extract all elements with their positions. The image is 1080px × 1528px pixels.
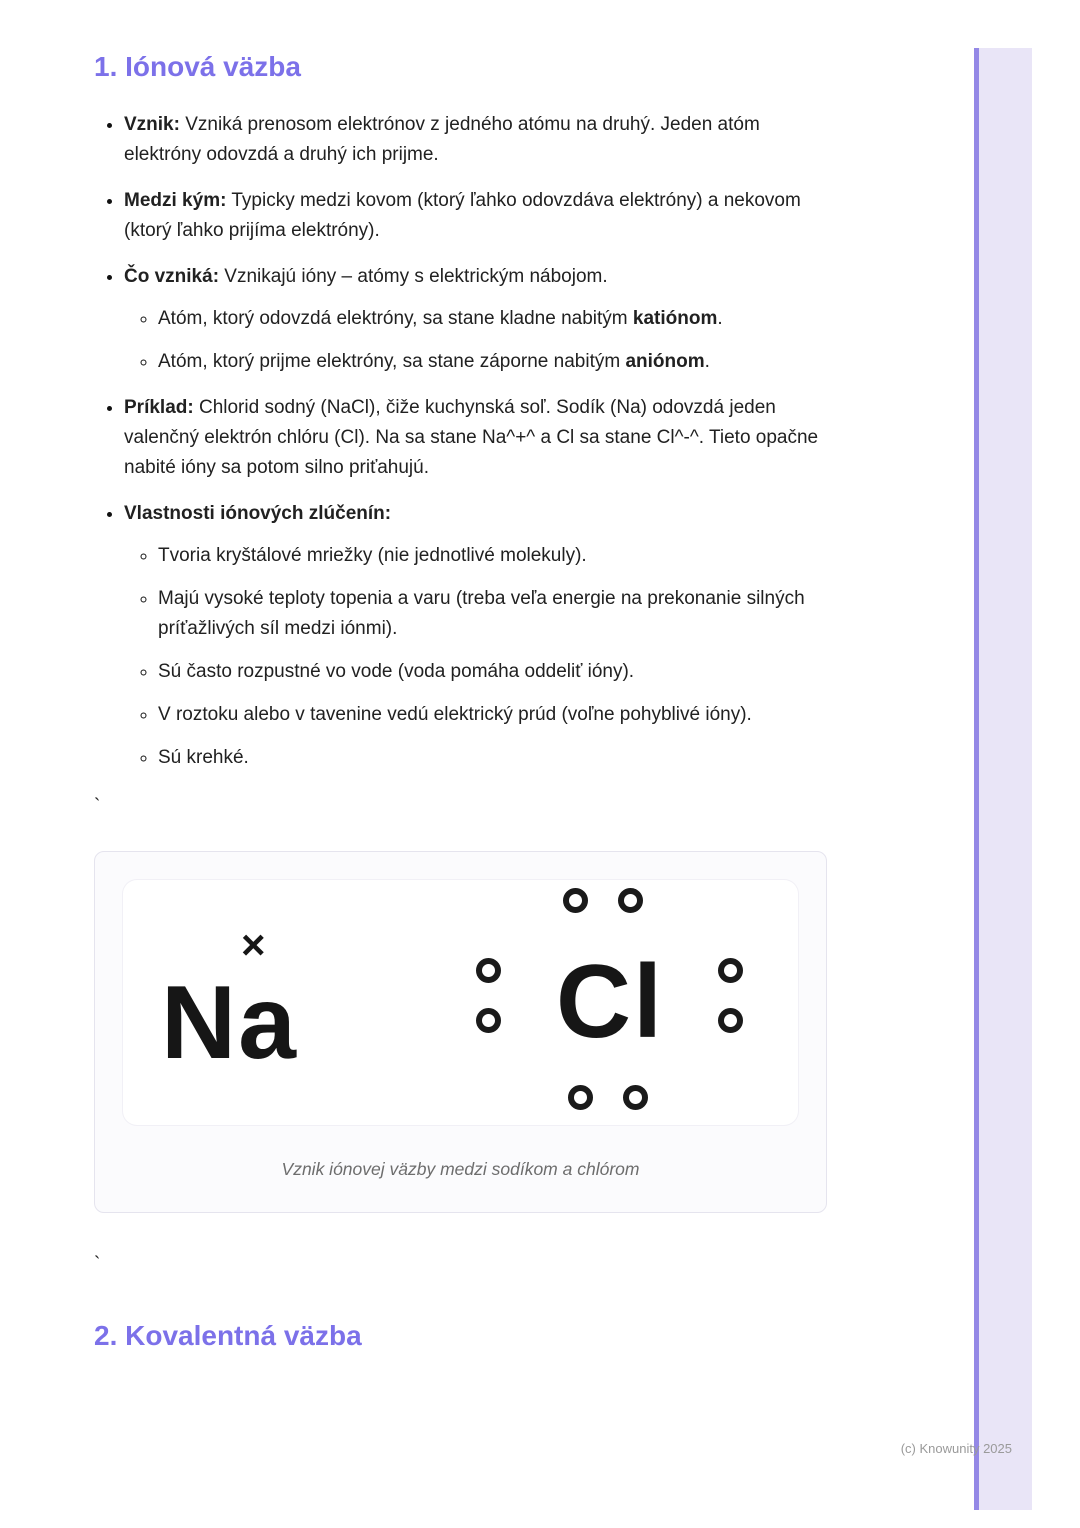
stray-backtick: ` <box>94 795 101 817</box>
sub-text: Tvoria kryštálové mriežky (nie jednotlivé molekuly). <box>158 544 587 566</box>
sub-text: Sú často rozpustné vo vode (voda pomáha oddeliť ióny). <box>158 660 635 682</box>
sub-text-post: . <box>704 350 710 372</box>
page-content <box>94 50 839 1378</box>
sub-text: Atóm, ktorý odovzdá elektróny, sa stane kladne nabitým <box>158 307 633 329</box>
sub-list-properties <box>124 541 839 773</box>
section-heading-covalent: 2. Kovalentná väzba <box>94 1319 362 1351</box>
sub-list-item-kation <box>158 304 839 334</box>
bullet-lead: Vznik: <box>124 113 180 135</box>
sub-list-item <box>158 541 839 571</box>
list-item-priklad <box>124 393 839 483</box>
bullet-lead: Medzi kým: <box>124 189 227 211</box>
sub-list-item <box>158 700 839 730</box>
copyright-footer: (c) Knowunity 2025 <box>900 1441 1012 1456</box>
page-edge-strip <box>979 48 1032 1510</box>
electron-dot <box>563 888 588 913</box>
sub-list-item <box>158 657 839 687</box>
list-item-vznik <box>124 110 839 170</box>
electron-dot <box>718 1008 743 1033</box>
chlorine-symbol: Cl <box>556 944 664 1061</box>
sub-list-item <box>158 743 839 773</box>
bullet-lead: Čo vzniká: <box>124 265 220 287</box>
lewis-structure-image <box>123 880 798 1125</box>
electron-dot <box>476 1008 501 1033</box>
sub-list-item <box>158 584 839 644</box>
sub-list-item-anion <box>158 347 839 377</box>
sodium-group <box>161 921 298 1082</box>
stray-backtick: ` <box>94 1253 101 1275</box>
figure-card <box>94 851 827 1213</box>
list-item-vlastnosti <box>124 499 839 773</box>
sub-bold: aniónom <box>625 350 705 372</box>
sub-bold: katiónom <box>632 307 718 329</box>
list-item-co-vznika <box>124 262 839 377</box>
bullet-text: Typicky medzi kovom (ktorý ľahko odovzdáva elektróny) a nekovom (ktorý ľahko prijíma elektróny). <box>124 189 801 241</box>
sub-text: Sú krehké. <box>158 746 249 768</box>
sub-list-ions <box>124 304 839 377</box>
bullet-text: Vzniká prenosom elektrónov z jedného atómu na druhý. Jeden atóm elektróny odovzdá a druhý ich prijme. <box>124 113 760 165</box>
bullet-lead: Príklad: <box>124 396 194 418</box>
chlorine-group <box>460 880 760 1125</box>
sub-text: Majú vysoké teploty topenia a varu (treba veľa energie na prekonanie silných príťažlivých síl medzi iónmi). <box>158 587 805 639</box>
electron-dot <box>718 958 743 983</box>
sub-text: Atóm, ktorý prijme elektróny, sa stane záporne nabitým <box>158 350 626 372</box>
bullet-text: Vznikajú ióny – atómy s elektrickým nábojom. <box>219 265 608 287</box>
bullet-text: Chlorid sodný (NaCl), čiže kuchynská soľ. Sodík (Na) odovzdá jeden valenčný elektrón chlóru (Cl). Na sa stane Na^+^ a Cl sa stane Cl^-^. Tieto opačne nabité ióny sa potom silno priťahujú. <box>124 396 819 478</box>
electron-dot <box>476 958 501 983</box>
electron-dot <box>618 888 643 913</box>
section-heading-ionic: 1. Iónová väzba <box>94 51 301 82</box>
sodium-symbol: Na <box>161 965 298 1082</box>
list-item-medzi-kym <box>124 186 839 246</box>
sub-text-post: . <box>717 307 723 329</box>
bullet-lead: Vlastnosti iónových zlúčenín: <box>124 502 392 524</box>
page-edge-divider <box>974 48 979 1510</box>
electron-dot <box>568 1085 593 1110</box>
electron-x-marker: × <box>241 921 266 969</box>
bullet-list <box>94 110 839 773</box>
figure-caption: Vznik iónovej väzby medzi sodíkom a chlórom <box>281 1158 640 1179</box>
electron-dot <box>623 1085 648 1110</box>
sub-text: V roztoku alebo v tavenine vedú elektrický prúd (voľne pohyblivé ióny). <box>158 703 752 725</box>
